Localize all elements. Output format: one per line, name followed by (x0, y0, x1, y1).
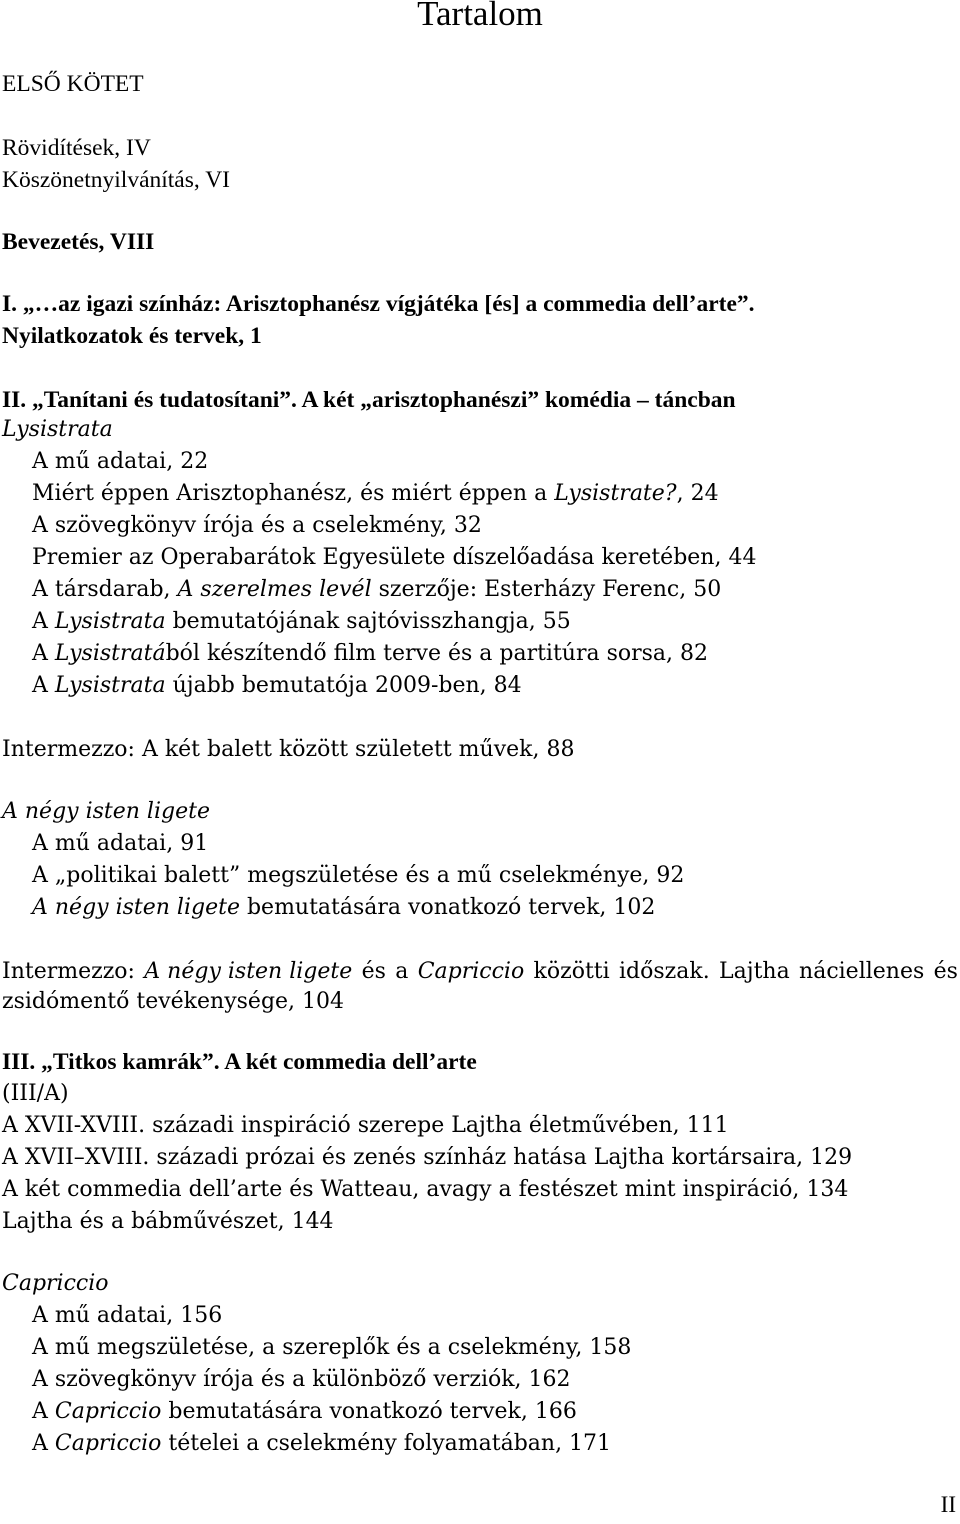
section-title-negy-isten-ligete: A négy isten ligete (2, 799, 210, 824)
toc-entry: A mű megszületése, a szereplők és a cselekmény, 158 (32, 1335, 632, 1360)
toc-entry: A szövegkönyv írója és a cselekmény, 32 (32, 513, 482, 538)
toc-entry: A mű adatai, 91 (32, 831, 209, 856)
toc-entry-abbreviations: Rövidítések, IV (2, 135, 151, 161)
toc-entry: A XVII–XVIII. századi prózai és zenés színház hatása Lajtha kortársaira, 129 (2, 1145, 853, 1170)
chapter-1-heading-cont: Nyilatkozatok és tervek, 1 (2, 323, 262, 349)
toc-entry-intermezzo-2-cont: zsidómentő tevékenysége, 104 (2, 989, 345, 1014)
toc-entry: A mű adatai, 156 (32, 1303, 223, 1328)
toc-entry: A négy isten ligete bemutatására vonatkozó tervek, 102 (32, 895, 656, 920)
page-number: II (940, 1492, 956, 1517)
toc-entry: Lajtha és a bábművészet, 144 (2, 1209, 334, 1234)
chapter-3-subheading: (III/A) (2, 1081, 69, 1106)
chapter-1-heading: I. „…az igazi színház: Arisztophanész vígjátéka [és] a commedia dell’arte”. (2, 291, 755, 317)
section-title-lysistrata: Lysistrata (2, 417, 113, 442)
chapter-2-heading: II. „Tanítani és tudatosítani”. A két „arisztophanészi” komédia – táncban (2, 387, 736, 413)
toc-entry: A Capriccio tételei a cselekmény folyamatában, 171 (32, 1431, 612, 1456)
toc-entry: A Lysistratából készítendő film terve és a partitúra sorsa, 82 (32, 641, 709, 666)
toc-entry: A szövegkönyv írója és a különböző verziók, 162 (32, 1367, 571, 1392)
page-title: Tartalom (417, 0, 543, 33)
toc-entry-intermezzo-1: Intermezzo: A két balett között született művek, 88 (2, 737, 575, 762)
toc-entry: Premier az Operabarátok Egyesülete díszelőadása keretében, 44 (32, 545, 757, 570)
toc-entry-introduction: Bevezetés, VIII (2, 229, 155, 255)
volume-heading: ELSŐ KÖTET (2, 71, 144, 97)
toc-entry: A Capriccio bemutatására vonatkozó tervek, 166 (32, 1399, 577, 1424)
toc-entry: A társdarab, A szerelmes levél szerzője: Esterházy Ferenc, 50 (32, 577, 722, 602)
section-title-capriccio: Capriccio (2, 1271, 109, 1296)
toc-entry-intermezzo-2: Intermezzo: A négy isten ligete és a Capriccio közötti időszak. Lajtha náciellenes és (2, 959, 958, 984)
toc-entry: Miért éppen Arisztophanész, és miért éppen a Lysistrate?, 24 (32, 481, 719, 506)
toc-entry: A mű adatai, 22 (32, 449, 209, 474)
toc-entry: A Lysistrata bemutatójának sajtóvisszhangja, 55 (32, 609, 571, 634)
toc-entry: A XVII-XVIII. századi inspiráció szerepe Lajtha életművében, 111 (2, 1113, 729, 1138)
toc-entry: A két commedia dell’arte és Watteau, avagy a festészet mint inspiráció, 134 (2, 1177, 849, 1202)
toc-entry: A Lysistrata újabb bemutatója 2009-ben, 84 (32, 673, 522, 698)
toc-entry-acknowledgements: Köszönetnyilvánítás, VI (2, 167, 231, 193)
chapter-3-heading: III. „Titkos kamrák”. A két commedia dell’arte (2, 1049, 477, 1075)
toc-entry: A „politikai balett” megszületése és a mű cselekménye, 92 (32, 863, 685, 888)
